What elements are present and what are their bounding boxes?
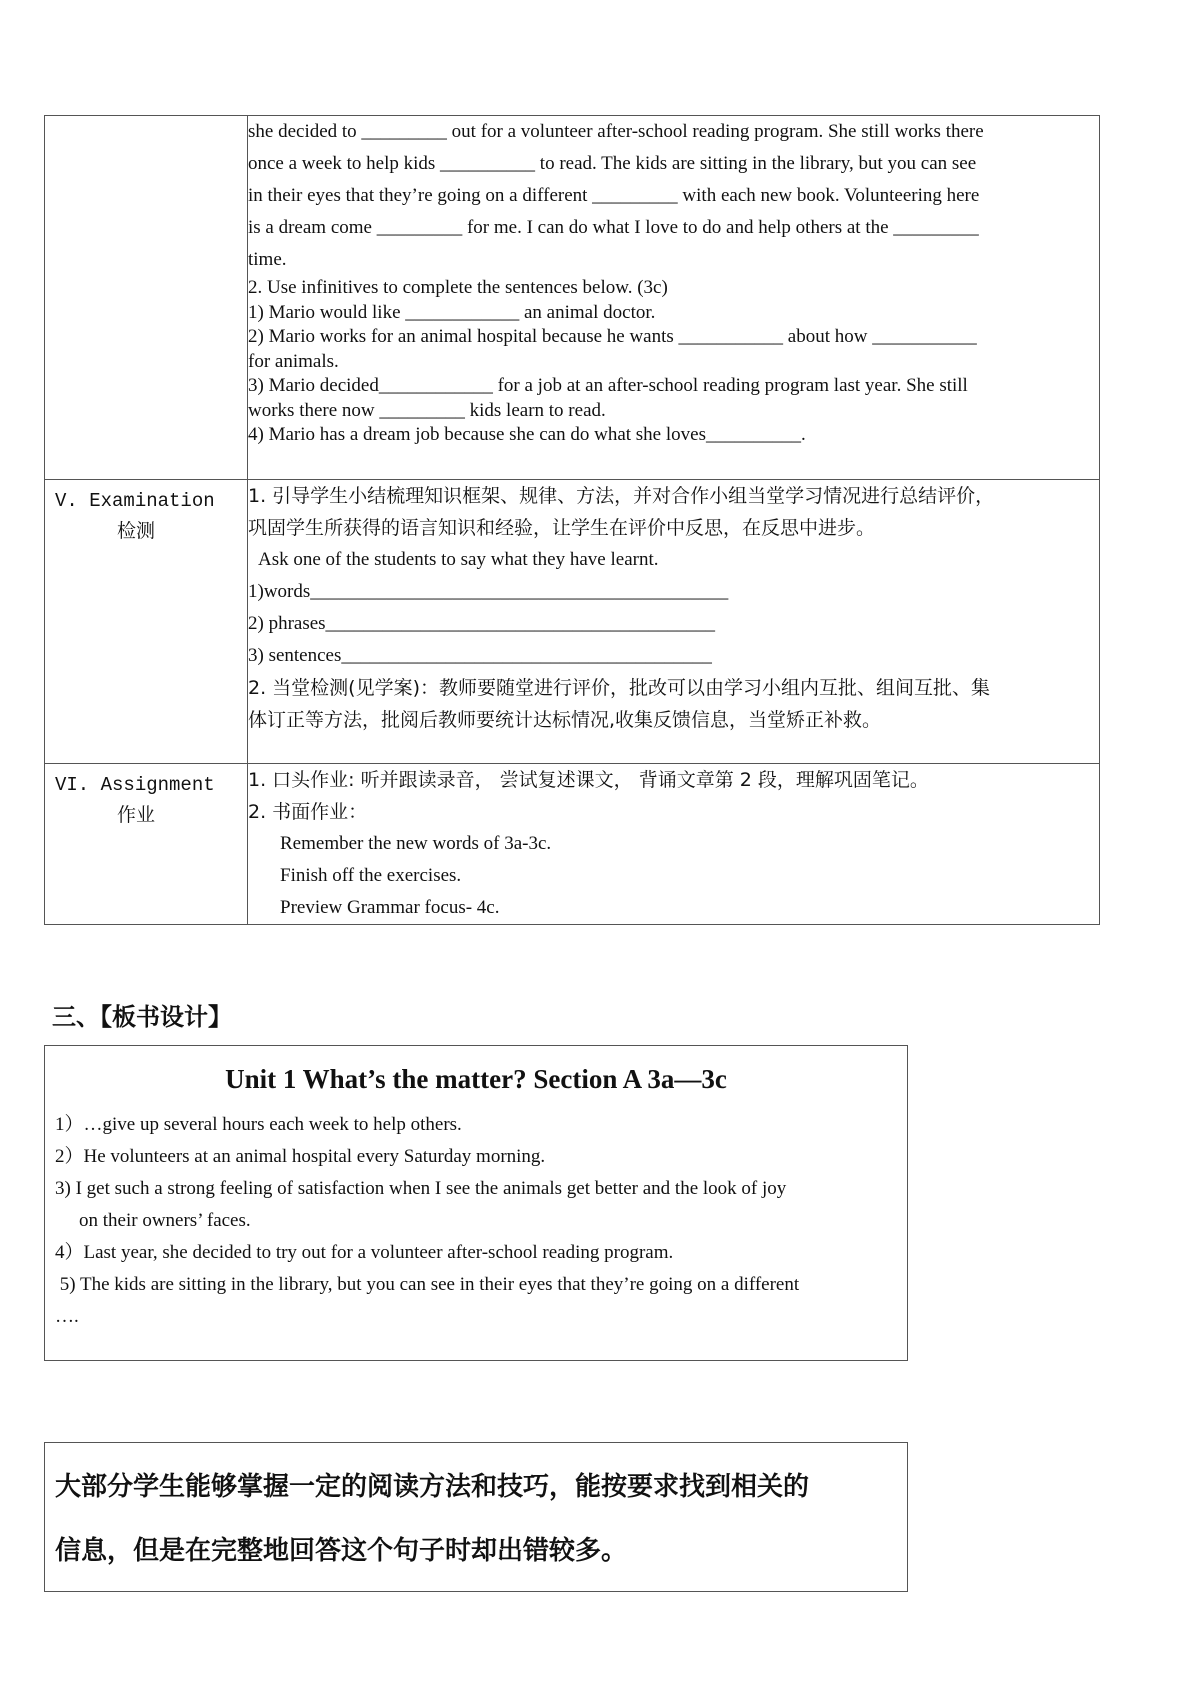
homework-task: Remember the new words of 3a-3c. xyxy=(280,833,552,854)
instruction-line: 巩固学生所获得的语言知识和经验，让学生在评价中反思，在反思中进步。 xyxy=(248,517,876,539)
passage-line: is a dream come _________ for me. I can do what I love to do and help others at the _________ xyxy=(248,217,979,238)
table-row xyxy=(45,480,1100,764)
summary-item: 2) phrases_________________________________________ xyxy=(248,613,716,634)
passage-line: she decided to _________ out for a volunteer after-school reading program. She still works there xyxy=(248,121,984,142)
exercise-line: 1) Mario would like ____________ an animal doctor. xyxy=(248,301,656,323)
reading-exercise-cell xyxy=(248,116,1100,480)
homework-task: Finish off the exercises. xyxy=(280,865,462,886)
passage-line: time. xyxy=(248,249,287,270)
reflection-line: 大部分学生能够掌握一定的阅读方法和技巧，能按要求找到相关的 xyxy=(55,1472,810,1502)
section-label-cell xyxy=(45,764,248,925)
board-line: 1）…give up several hours each week to help others. xyxy=(55,1114,462,1135)
homework-task: Preview Grammar focus- 4c. xyxy=(280,897,500,918)
board-line: …. xyxy=(55,1306,79,1327)
exercise-line: 3) Mario decided____________ for a job at an after-school reading program last year. She still xyxy=(248,375,968,396)
board-title: Unit 1 What’s the matter? Section A 3a—3c xyxy=(225,1064,727,1094)
passage-line: once a week to help kids __________ to read. The kids are sitting in the library, but you can see xyxy=(248,153,977,174)
written-homework: 2. 书面作业： xyxy=(248,801,368,823)
instruction-line: 2. 当堂检测(见学案)：教师要随堂进行评价，批改可以由学习小组内互批、组间互批、集 xyxy=(248,677,990,699)
board-line: 2）He volunteers at an animal hospital every Saturday morning. xyxy=(55,1146,546,1167)
teaching-reflection-box xyxy=(44,1442,908,1592)
task-title: 2. Use infinitives to complete the sentences below. (3c) xyxy=(248,277,668,298)
ask-line: Ask one of the students to say what they have learnt. xyxy=(258,549,659,570)
lesson-plan-table xyxy=(44,115,1100,925)
empty-label-cell xyxy=(45,116,248,480)
section-label-cn: 检测 xyxy=(117,520,156,542)
summary-item: 1)words____________________________________________ xyxy=(248,581,729,602)
board-design-heading: 三、【板书设计】 xyxy=(52,1003,232,1031)
section-label-en: VI. Assignment xyxy=(55,774,215,796)
oral-homework: 1. 口头作业: 听并跟读录音， 尝试复述课文， 背诵文章第 2 段，理解巩固笔记。 xyxy=(248,769,929,791)
table-row xyxy=(45,116,1100,480)
section-label-cn: 作业 xyxy=(117,804,156,826)
exercise-line: for animals. xyxy=(248,350,339,372)
table-row xyxy=(45,764,1100,925)
instruction-line: 体订正等方法，批阅后教师要统计达标情况,收集反馈信息，当堂矫正补救。 xyxy=(248,709,882,731)
board-line: 4）Last year, she decided to try out for a volunteer after-school reading program. xyxy=(55,1242,674,1263)
exercise-line: 4) Mario has a dream job because she can do what she loves__________. xyxy=(248,424,806,445)
section-label-en: V. Examination xyxy=(55,490,215,512)
instruction-line: 1. 引导学生小结梳理知识框架、规律、方法，并对合作小组当堂学习情况进行总结评价， xyxy=(248,485,995,507)
board-line: 5) The kids are sitting in the library, but you can see in their eyes that they’re going on a different xyxy=(55,1274,800,1295)
board-line: on their owners’ faces. xyxy=(79,1210,251,1231)
exercise-line: 2) Mario works for an animal hospital because he wants ___________ about how ___________ xyxy=(248,326,977,347)
summary-item: 3) sentences_______________________________________ xyxy=(248,645,712,666)
section-label-cell xyxy=(45,480,248,764)
exercise-line: works there now _________ kids learn to read. xyxy=(248,399,606,421)
assignment-cell xyxy=(248,764,1100,925)
board-line: 3) I get such a strong feeling of satisfaction when I see the animals get better and the look of joy xyxy=(55,1178,787,1199)
examination-cell xyxy=(248,480,1100,764)
board-design-box xyxy=(44,1045,908,1361)
passage-line: in their eyes that they’re going on a different _________ with each new book. Volunteering here xyxy=(248,185,980,206)
reflection-line: 信息，但是在完整地回答这个句子时却出错较多。 xyxy=(55,1536,628,1566)
